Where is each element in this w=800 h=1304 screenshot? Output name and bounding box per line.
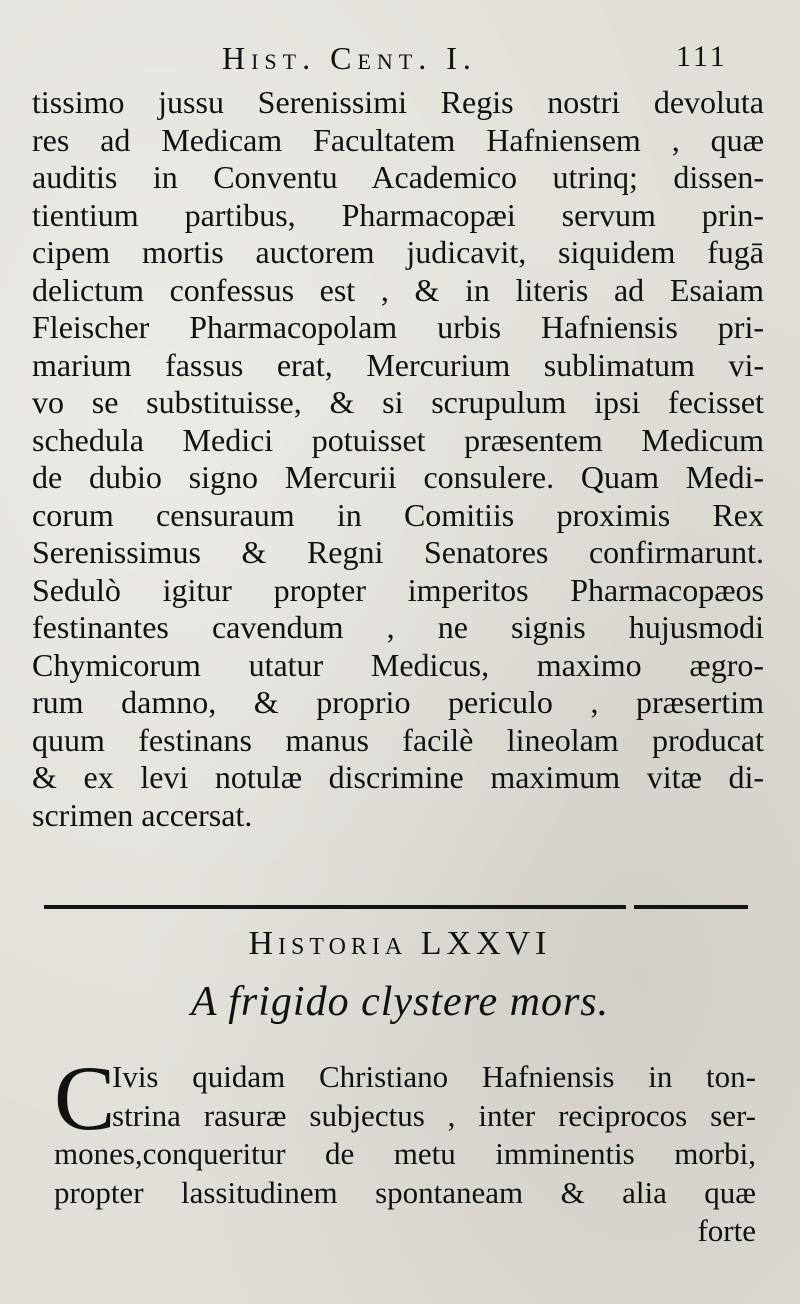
body-line: res ad Medicam Facultatem Hafniensem , quæ [32,121,764,158]
section-line: propter lassitudinem spontaneam & alia quæ [54,1174,756,1210]
divider-rule-long [44,905,626,909]
body-line: festinantes cavendum , ne signis hujusmodi [32,609,764,645]
body-line: Chymicorum utatur Medicus, maximo ægro- [32,646,764,683]
section-subheading: A frigido clystere mors. [190,979,610,1025]
body-line: de dubio signo Mercurii consulere. Quam Medi- [32,459,764,495]
body-line: schedula Medici potuisset præsentem Medicum [32,421,764,458]
body-line: Sedulò igitur propter imperitos Pharmacopæos [32,571,764,608]
section-body [54,1047,756,1251]
catchword: forte [697,1213,756,1248]
body-line: scrimen accersat. [32,796,253,833]
body-line: marium fassus erat, Mercurium sublimatum vi- [32,346,764,383]
page-number: 111 [676,40,728,73]
body-line: corum censuraum in Comitiis proximis Rex [32,496,764,533]
body-line: Serenissimus & Regni Senatores confirmarunt. [32,534,764,570]
body-text [32,84,764,834]
body-line: tientium partibus, Pharmacopæi servum prin- [32,196,764,233]
divider-rule-short [634,905,748,909]
body-line: tissimo jussu Serenissimi Regis nostri devoluta [32,84,764,120]
section-heading: Historia LXXVI [248,925,552,962]
drop-cap: C [54,1047,116,1149]
body-line: cipem mortis auctorem judicavit, siquidem fugā [32,234,764,270]
body-line: quum festinans manus facilè lineolam producat [32,721,764,758]
section-line: Ivis quidam Christiano Hafniensis in ton- [112,1059,756,1094]
running-head [0,40,800,84]
body-line: & ex levi notulæ discrimine maximum vitæ di- [32,759,764,795]
section-line: strina rasuræ subjectus , inter reciprocos ser- [112,1097,756,1133]
section-line: mones,conqueritur de metu imminentis morbi, [54,1136,756,1171]
body-line: rum damno, & proprio periculo , præsertim [32,684,764,720]
body-line: vo se substituisse, & si scrupulum ipsi fecisset [32,384,764,420]
running-head-title: Hist. Cent. I. [222,40,477,76]
body-line: Fleischer Pharmacopolam urbis Hafniensis pri- [32,309,764,345]
body-line: auditis in Conventu Academico utrinq; dissen- [32,159,764,195]
body-line: delictum confessus est , & in literis ad Esaiam [32,271,764,308]
section-divider [44,905,748,913]
